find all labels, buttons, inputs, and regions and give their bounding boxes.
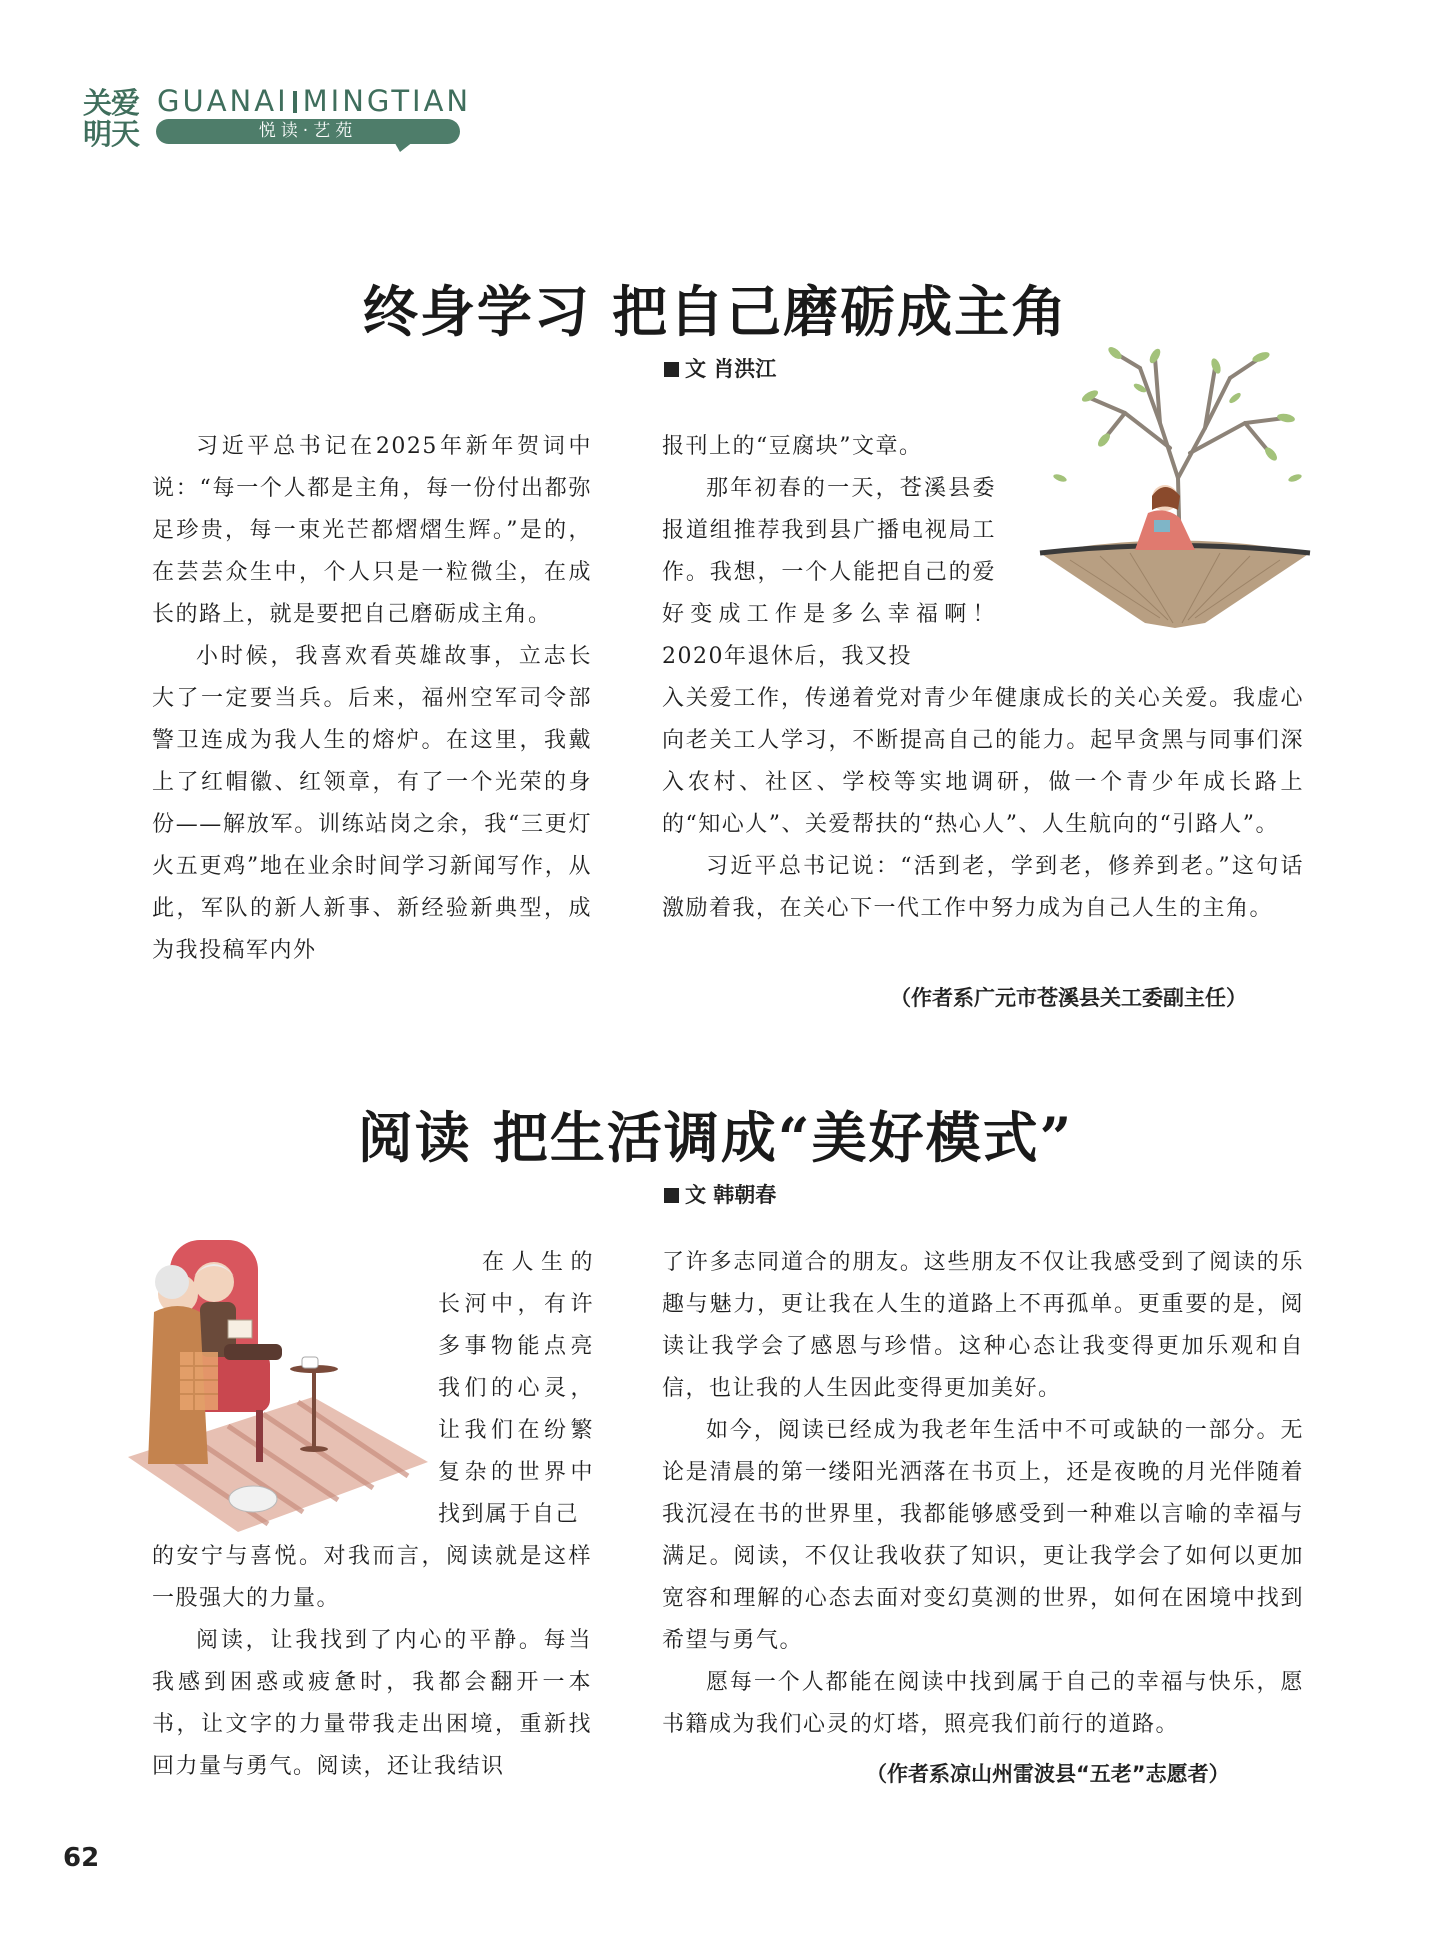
article2-byline [664, 1179, 776, 1209]
paragraph: 阅读，让我找到了内心的平静。每当我感到困惑或疲惫时，我都会翻开一本书，让文字的力量带我走出困境，重新找回力量与勇气。阅读，还让我结识 [152, 1628, 592, 1779]
paragraph: 那年初春的一天，苍溪县委报道组推荐我到县广播电视局工作。我想，一个人能把自己的爱好变成工作是多么幸福啊！2020年退休后，我又投 [662, 476, 996, 669]
article1-right-narrow [662, 426, 996, 678]
tree-reading-girl-illustration [1030, 328, 1320, 628]
logo-separator [293, 91, 297, 113]
magazine-logo-chinese: 关爱明天 [83, 86, 140, 151]
article2-left-narrow [438, 1242, 594, 1536]
paragraph: 了许多志同道合的朋友。这些朋友不仅让我感受到了阅读的乐趣与魅力，更让我在人生的道路上不再孤单。更重要的是，阅读让我学会了感恩与珍惜。这种心态让我变得更加乐观和自信，也让我的人生因此变得更加美好。 [662, 1250, 1304, 1401]
paragraph: 在人生的长河中，有许多事物能点亮我们的心灵，让我们在纷繁复杂的世界中找到属于自己 [438, 1250, 594, 1527]
article2-signature: （作者系凉山州雷波县“五老”志愿者） [866, 1762, 1230, 1786]
article1-right-wide [662, 678, 1304, 930]
article1-title: 终身学习 把自己磨砺成主角 [362, 279, 1069, 344]
section-label: 悦读·艺苑 [258, 121, 358, 141]
elderly-couple-reading-illustration [128, 1232, 428, 1532]
paragraph: 习近平总书记在2025年新年贺词中说：“每一个人都是主角，每一份付出都弥足珍贵，每一束光芒都熠熠生辉。”是的，在芸芸众生中，个人只是一粒微尘，在成长的路上，就是要把自己磨砺成主角。 [152, 434, 592, 627]
paragraph: 入关爱工作，传递着党对青少年健康成长的关心关爱。我虚心向老关工人学习，不断提高自己的能力。起早贪黑与同事们深入农村、社区、学校等实地调研，做一个青少年成长路上的“知心人”、关爱帮扶的“热心人”、人生航向的“引路人”。 [662, 686, 1304, 837]
article1-author: 文 肖洪江 [685, 357, 777, 381]
article2-left-wide [152, 1536, 592, 1788]
article1-left-column [152, 426, 592, 972]
paragraph: 愿每一个人都能在阅读中找到属于自己的幸福与快乐，愿书籍成为我们心灵的灯塔，照亮我们前行的道路。 [662, 1670, 1304, 1737]
paragraph: 小时候，我喜欢看英雄故事，立志长大了一定要当兵。后来，福州空军司令部警卫连成为我人生的熔炉。在这里，我戴上了红帽徽、红领章，有了一个光荣的身份——解放军。训练站岗之余，我“三更灯火五更鸡”地在业余时间学习新闻写作，从此，军队的新人新事、新经验新典型，成为我投稿军内外 [152, 644, 592, 963]
article1-signature: （作者系广元市苍溪县关工委副主任） [890, 986, 1247, 1010]
paragraph: 如今，阅读已经成为我老年生活中不可或缺的一部分。无论是清晨的第一缕阳光洒落在书页上，还是夜晚的月光伴随着我沉浸在书的世界里，我都能够感受到一种难以言喻的幸福与满足。阅读，不仅让我收获了知识，更让我学会了如何以更加宽容和理解的心态去面对变幻莫测的世界，如何在困境中找到希望与勇气。 [662, 1418, 1304, 1653]
byline-square-icon [664, 1188, 679, 1203]
article1-byline [664, 353, 776, 383]
article2-right-column [662, 1242, 1304, 1746]
paragraph: 报刊上的“豆腐块”文章。 [662, 434, 923, 459]
magazine-logo-english [157, 84, 471, 118]
logo-word-guanai: GUANAI [157, 84, 289, 118]
page-number: 62 [63, 1843, 100, 1873]
article2-author: 文 韩朝春 [685, 1183, 777, 1207]
paragraph: 的安宁与喜悦。对我而言，阅读就是这样一股强大的力量。 [152, 1544, 592, 1611]
byline-square-icon [664, 362, 679, 377]
logo-word-mingtian: MINGTIAN [302, 84, 472, 118]
article2-title: 阅读 把生活调成“美好模式” [357, 1105, 1074, 1170]
paragraph: 习近平总书记说：“活到老，学到老，修养到老。”这句话激励着我，在关心下一代工作中努力成为自己人生的主角。 [662, 854, 1304, 921]
